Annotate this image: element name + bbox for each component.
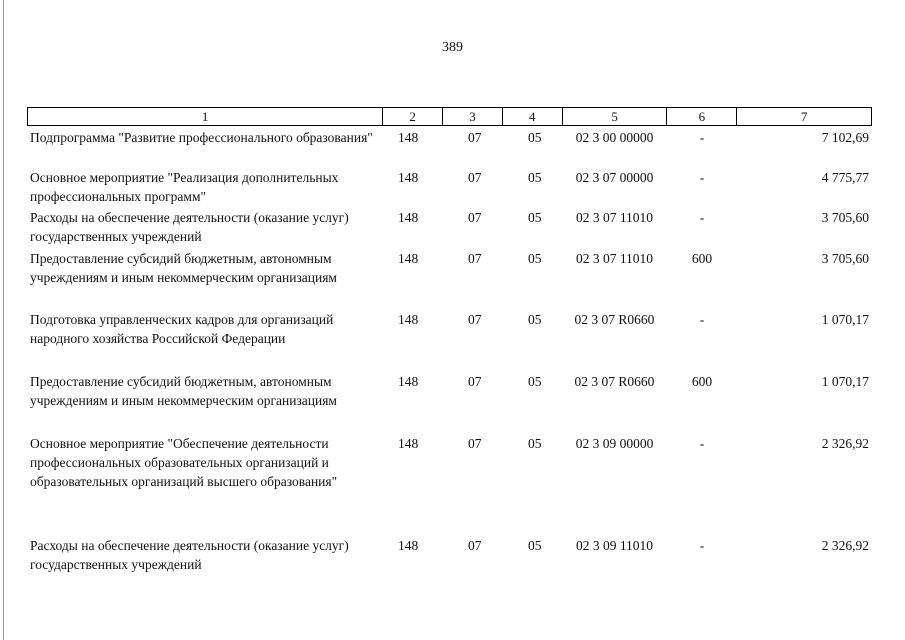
row-name: Подпрограмма "Развитие профессионального образования"	[30, 130, 373, 145]
table-row	[27, 372, 872, 410]
row-col-7: 7 102,69	[821, 130, 869, 145]
row-name: Подготовка управленческих кадров для организаций народного хозяйства Российской Федерации	[30, 312, 334, 346]
header-col-3: 3	[442, 108, 502, 125]
row-col-5: 02 3 07 11010	[575, 251, 654, 266]
row-col-7: 2 326,92	[821, 538, 869, 553]
header-col-2: 2	[382, 108, 442, 125]
table-header-row	[27, 107, 872, 126]
row-name: Предоставление субсидий бюджетным, автономным учреждениям и иным некоммерческим организациям	[30, 251, 337, 285]
row-col-4: 05	[528, 170, 542, 185]
row-col-3: 07	[468, 251, 482, 266]
row-col-3: 07	[468, 210, 482, 225]
row-name: Расходы на обеспечение деятельности (оказание услуг) государственных учреждений	[30, 538, 349, 572]
row-col-3: 07	[468, 130, 482, 145]
row-col-3: 07	[468, 312, 482, 327]
header-col-1: 1	[201, 109, 209, 124]
row-col-7: 3 705,60	[821, 210, 869, 225]
table-row	[27, 536, 872, 574]
row-col-3: 07	[468, 374, 482, 389]
row-col-2: 148	[398, 436, 419, 451]
row-name: Предоставление субсидий бюджетным, автономным учреждениям и иным некоммерческим организациям	[30, 374, 337, 408]
row-col-6: -	[699, 312, 705, 327]
row-name: Основное мероприятие "Реализация дополнительных профессиональных программ"	[30, 170, 339, 204]
row-col-4: 05	[528, 251, 542, 266]
table-row	[27, 249, 872, 287]
row-col-6: -	[699, 538, 705, 553]
row-col-2: 148	[398, 130, 419, 145]
header-col-6: 6	[666, 108, 736, 125]
row-col-3: 07	[468, 170, 482, 185]
row-col-6: -	[699, 436, 705, 451]
table-row	[27, 434, 872, 491]
row-col-2: 148	[398, 538, 419, 553]
row-col-4: 05	[528, 538, 542, 553]
row-col-5: 02 3 09 11010	[575, 538, 654, 553]
header-col-5: 5	[562, 108, 667, 125]
row-col-2: 148	[398, 251, 419, 266]
table-row	[27, 128, 872, 147]
row-col-4: 05	[528, 130, 542, 145]
header-col-7: 7	[736, 108, 871, 125]
row-col-5: 02 3 07 R0660	[574, 374, 655, 389]
row-col-3: 07	[468, 538, 482, 553]
page-number: 389	[442, 40, 463, 55]
row-col-4: 05	[528, 210, 542, 225]
row-col-2: 148	[398, 312, 419, 327]
row-col-4: 05	[528, 312, 542, 327]
row-col-6: 600	[691, 251, 713, 266]
row-col-5: 02 3 00 00000	[575, 130, 654, 145]
row-col-5: 02 3 09 00000	[575, 436, 654, 451]
row-col-6: 600	[691, 374, 713, 389]
row-col-7: 3 705,60	[821, 251, 869, 266]
table-row	[27, 310, 872, 348]
row-col-6: -	[699, 170, 705, 185]
row-col-7: 1 070,17	[821, 374, 869, 389]
row-col-7: 4 775,77	[821, 170, 869, 185]
row-col-7: 1 070,17	[821, 312, 869, 327]
row-col-4: 05	[528, 374, 542, 389]
row-col-4: 05	[528, 436, 542, 451]
row-col-6: -	[699, 210, 705, 225]
table-row	[27, 168, 872, 206]
row-col-3: 07	[468, 436, 482, 451]
row-name: Расходы на обеспечение деятельности (оказание услуг) государственных учреждений	[30, 210, 349, 244]
row-col-5: 02 3 07 11010	[575, 210, 654, 225]
row-col-2: 148	[398, 210, 419, 225]
row-col-7: 2 326,92	[821, 436, 869, 451]
page-edge-line	[3, 0, 4, 640]
row-name: Основное мероприятие "Обеспечение деятельности профессиональных образовательных организаций и образовательных организаций высшего образования"	[30, 436, 338, 489]
row-col-2: 148	[398, 374, 419, 389]
row-col-6: -	[699, 130, 705, 145]
row-col-5: 02 3 07 00000	[575, 170, 654, 185]
table-row	[27, 208, 872, 246]
row-col-2: 148	[398, 170, 419, 185]
row-col-5: 02 3 07 R0660	[574, 312, 655, 327]
header-col-4: 4	[502, 108, 562, 125]
